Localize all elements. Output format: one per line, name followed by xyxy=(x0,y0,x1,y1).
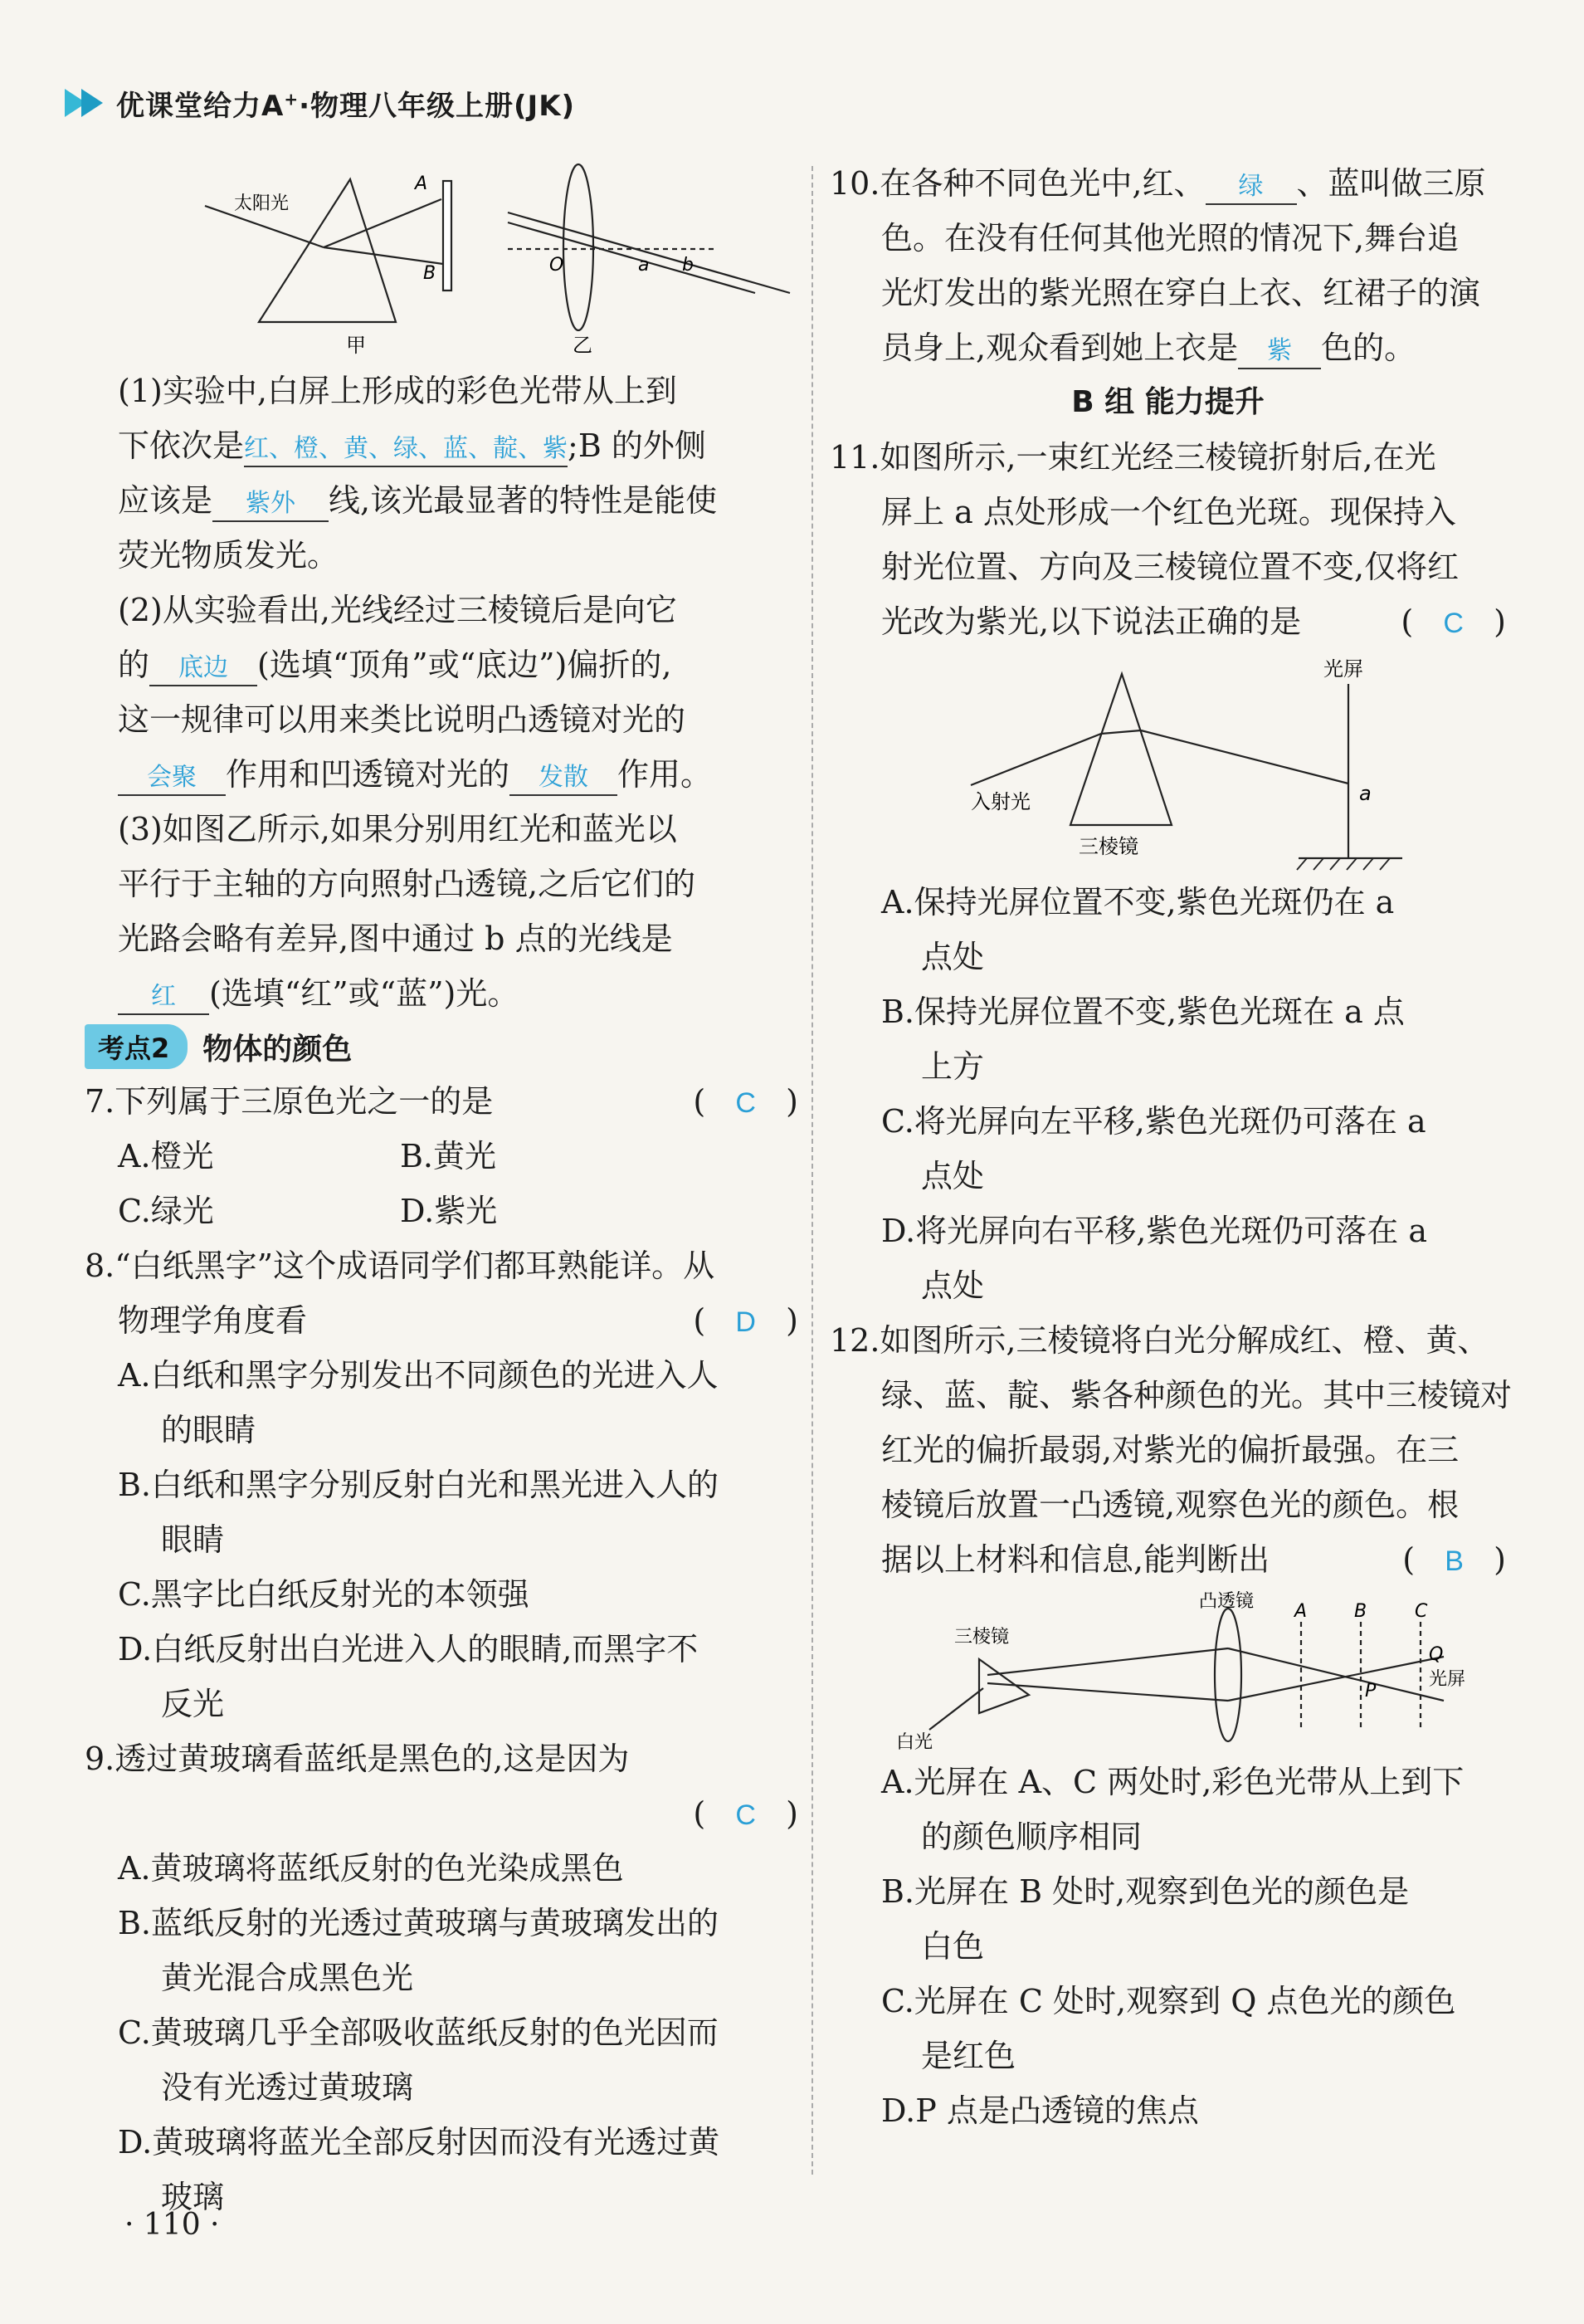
svg-text:凸透镜: 凸透镜 xyxy=(1199,1591,1255,1612)
svg-text:B: B xyxy=(423,263,436,284)
svg-text:O: O xyxy=(549,255,564,276)
svg-text:光屏: 光屏 xyxy=(1429,1669,1466,1690)
q6-p1-l1: (1)实验中,白屏上形成的彩色光带从上到 xyxy=(118,373,677,409)
answer: C xyxy=(1443,608,1464,639)
svg-text:B: B xyxy=(1354,1601,1367,1622)
svg-text:A: A xyxy=(415,173,428,194)
q7-stem: 7.下列属于三原色光之一的是 ( C ) xyxy=(85,1083,798,1120)
answer-blank: 绿 xyxy=(1206,170,1297,205)
answer: B xyxy=(1445,1545,1464,1577)
answer: D xyxy=(735,1306,756,1338)
column-divider xyxy=(811,166,813,2175)
label-jia: 甲 xyxy=(346,334,366,357)
svg-text:Q: Q xyxy=(1429,1644,1444,1665)
svg-text:白光: 白光 xyxy=(896,1732,933,1753)
svg-text:A: A xyxy=(1294,1601,1308,1622)
left-column: 太阳光 A B O a b 甲 乙 (1)实验中,白屏上形成的彩色光带从上到 下依次是红、橙、黄、绿、蓝、靛、紫;B 的外侧 应该是 紫外 线,该光最显著的特性是能使 荧光物质发光。 (2)从实验看出,光线经过三棱镜后是向它 的 底边 (选填“顶角”或“底边”)偏折的, 这一规律可以用来类比说明凸透镜对光的 会聚 作用和凹透镜对光的 发散 作用。 (3)如图乙所示,如果分别用红光和蓝光以 平行于主轴的方向照射凸透镜,之后它们的 光路会略有差异,图中通过 b 点的光线是 红 (选填“红”或“蓝”)光。 考点2 物体的颜色 7.下列属于三原色光之一的是 ( C ) A.橙光 B.黄光 C.绿光 D.紫光 8.“白纸黑字”这个成语同学们都耳熟能详。从 物理学角度看 ( D ) A.白纸和黑字分别发出不同颜色的光进入人 的眼睛 B.白纸和黑字分别反射白光和黑光进入人的 眼睛 C.黑字比白纸反射光的本领强 D.白纸反射出白光进入人的眼睛,而黑字不 反光 9.透过黄玻璃看蓝纸是黑色的,这是因为 ( C ) A.黄玻璃将蓝纸反射的色光染成黑色 B.蓝纸反射的光透过黄玻璃与黄玻璃发出的 黄光混合成黑色光 C.黄玻璃几乎全部吸收蓝纸反射的色光因而 没有光透过黄玻璃 D.黄玻璃将蓝光全部反射因而没有光透过黄 玻璃 xyxy=(118,156,798,2224)
q11-stem: 11.如图所示,一束红光经三棱镜折射后,在光 xyxy=(830,439,1436,476)
svg-text:a: a xyxy=(638,255,650,276)
header-title: 优课堂给力A+·物理八年级上册(JK) xyxy=(116,89,576,123)
answer-blank: 红、橙、黄、绿、蓝、靛、紫 xyxy=(244,432,568,467)
answer-blank: 紫 xyxy=(1238,334,1321,369)
q8-stem: 8.“白纸黑字”这个成语同学们都耳熟能详。从 xyxy=(85,1247,715,1284)
figure-q11 xyxy=(830,651,1506,875)
q9-stem: 9.透过黄玻璃看蓝纸是黑色的,这是因为 xyxy=(85,1741,630,1777)
label-sunlight: 太阳光 xyxy=(234,193,290,214)
page-number: · 110 · xyxy=(124,2208,220,2242)
svg-text:C: C xyxy=(1415,1601,1428,1622)
kaodian-title: 物体的颜色 xyxy=(202,1032,353,1067)
q10-stem: 10.在各种不同色光中,红、 绿 、蓝叫做三原 xyxy=(830,156,1506,211)
answer: C xyxy=(735,1087,756,1119)
answer-blank: 发散 xyxy=(509,761,617,796)
right-column: 10.在各种不同色光中,红、 绿 、蓝叫做三原 色。在没有任何其他光照的情况下,舞台追 光灯发出的紫光照在穿白上衣、红裙子的演 员身上,观众看到她上衣是 紫 色的。 B 组 能力提升 11.如图所示,一束红光经三棱镜折射后,在光 屏上 a 点处形成一个红色光斑。现保持入 射光位置、方向及三棱镜位置不变,仅将红 光改为紫光,以下说法正确的是 ( C ) 光屏 入射光 a 三棱镜 A.保持光屏位置不变,紫色光斑仍在 a 点处 B.保持光屏位置不变,紫色光斑在 a 点 上方 C.将光屏向左平移,紫色光斑仍可落在 a 点处 D.将光屏向右平移,紫色光斑仍可落在 a 点处 12.如图所示,三棱镜将白光分解成红、橙、黄、 绿、蓝、靛、紫各种颜色的光。其中三棱镜对 红光的偏折最弱,对紫光的偏折最强。在三 棱镜后放置一凸透镜,观察色光的颜色。根 据以上材料和信息,能判断出 ( B ) 三棱镜 凸透镜 A B C Q P 光屏 白光 A.光屏在 A、C 两处时,彩色光带从上到下 的颜色顺序相同 B.光屏在 B 处时,观察到色光的颜色是 白色 C.光屏在 C 处时,观察到 Q 点色光的颜色 是红色 D.P 点是凸透镜的焦点 xyxy=(830,156,1506,2138)
group-b-heading: B 组 能力提升 xyxy=(1071,385,1265,419)
svg-text:b: b xyxy=(682,255,694,276)
label-yi: 乙 xyxy=(573,334,592,357)
answer-blank: 红 xyxy=(118,980,209,1015)
answer: C xyxy=(735,1799,756,1831)
answer-blank: 紫外 xyxy=(212,487,329,522)
answer-blank: 会聚 xyxy=(118,761,226,796)
svg-text:三棱镜: 三棱镜 xyxy=(954,1627,1010,1648)
svg-text:三棱镜: 三棱镜 xyxy=(1079,835,1138,858)
figure-prism-and-lens xyxy=(118,156,798,364)
svg-text:P: P xyxy=(1365,1681,1377,1702)
answer-blank: 底边 xyxy=(149,652,257,686)
kaodian-badge: 考点2 xyxy=(85,1024,188,1069)
double-arrow-icon xyxy=(65,89,98,117)
svg-text:光屏: 光屏 xyxy=(1323,657,1363,681)
q12-stem: 12.如图所示,三棱镜将白光分解成红、橙、黄、 xyxy=(830,1322,1489,1359)
svg-text:入射光: 入射光 xyxy=(971,790,1031,813)
figure-q12 xyxy=(830,1589,1506,1755)
page-header xyxy=(65,80,575,126)
section-heading xyxy=(85,1024,798,1069)
svg-text:a: a xyxy=(1359,782,1372,805)
